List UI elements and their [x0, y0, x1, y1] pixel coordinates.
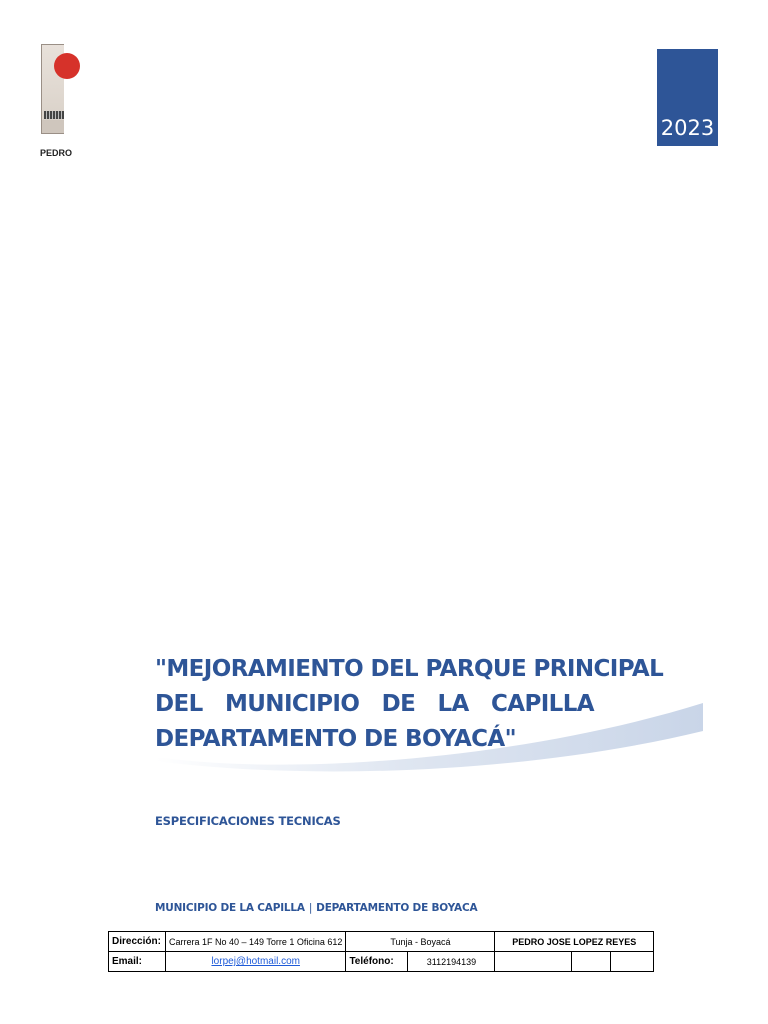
title-word: LA — [437, 691, 469, 717]
title-line-3: DEPARTAMENTO DE BOYACÁ" — [155, 726, 517, 752]
contact-table — [108, 931, 654, 972]
table-row — [109, 932, 654, 952]
email-label: Email: — [109, 952, 166, 972]
document-subtitle: ESPECIFICACIONES TECNICAS — [155, 814, 341, 828]
city-value: Tunja - Boyacá — [346, 932, 495, 952]
title-line-2 — [155, 687, 594, 722]
municipality-name: MUNICIPIO DE LA CAPILLA — [155, 902, 305, 914]
address-value: Carrera 1F No 40 – 149 Torre 1 Oficina 612 — [166, 932, 346, 952]
title-word: CAPILLA — [490, 691, 594, 717]
email-link[interactable]: lorpej@hotmail.com — [211, 956, 300, 967]
title-word: DE — [381, 691, 416, 717]
logo-caption: PEDRO — [40, 148, 73, 158]
title-line-1: "MEJORAMIENTO DEL PARQUE PRINCIPAL — [155, 656, 664, 682]
empty-cell — [572, 952, 611, 972]
address-label: Dirección: — [109, 932, 166, 952]
phone-value: 3112194139 — [408, 952, 495, 972]
department-name: DEPARTAMENTO DE BOYACA — [316, 902, 478, 914]
document-title — [155, 652, 664, 757]
empty-cell — [611, 952, 654, 972]
year-badge — [657, 49, 718, 146]
empty-cell — [495, 952, 572, 972]
title-word: MUNICIPIO — [224, 691, 360, 717]
company-logo — [41, 44, 64, 134]
separator: | — [308, 902, 313, 914]
municipality-line — [155, 902, 477, 914]
contact-name: PEDRO JOSE LOPEZ REYES — [495, 932, 654, 952]
phone-label: Teléfono: — [346, 952, 408, 972]
year-label: 2023 — [660, 116, 715, 140]
table-row — [109, 952, 654, 972]
email-cell — [166, 952, 346, 972]
title-word: DEL — [155, 691, 203, 717]
